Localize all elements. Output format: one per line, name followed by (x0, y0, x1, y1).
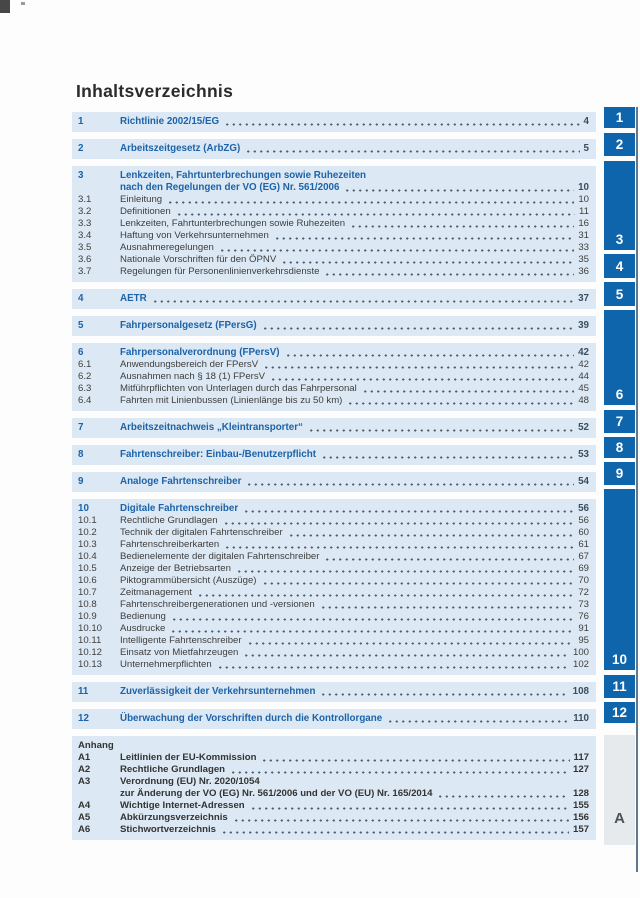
entry-title: Stichwortverzeichnis (120, 824, 216, 835)
dotted-leader (250, 807, 569, 810)
dotted-leader (217, 666, 569, 669)
index-tab-2: 2 (604, 133, 635, 156)
entry-title: Digitale Fahrtenschreiber (120, 503, 239, 514)
toc-section-8 (72, 445, 596, 465)
toc-entry (78, 752, 589, 764)
toc-entry (78, 359, 589, 371)
dotted-leader (344, 189, 574, 192)
entry-title: Unternehmerpflichten (120, 659, 212, 670)
entry-page-number: 4 (583, 116, 589, 127)
entry-title: Fahrtenschreiberkarten (120, 539, 220, 550)
entry-title: Anzeige der Betriebsarten (120, 563, 231, 574)
entry-page-number: 95 (578, 635, 589, 646)
dotted-leader (320, 606, 575, 609)
toc-entry (78, 383, 589, 395)
entry-number: 10.13 (78, 659, 103, 670)
toc-section-10 (72, 499, 596, 675)
dotted-leader (285, 354, 575, 357)
toc-content (72, 80, 596, 847)
entry-number: 10.4 (78, 551, 97, 562)
toc-section-anhang (72, 736, 596, 840)
toc-entry (78, 395, 589, 407)
entry-page-number: 39 (578, 320, 589, 331)
entry-page-number: 156 (572, 812, 589, 823)
entry-title: Mitführpflichten von Unterlagen durch das Fahrpersonal (120, 383, 357, 394)
dotted-leader (437, 795, 569, 798)
entry-title: Leitlinien der EU-Kommission (120, 752, 257, 763)
entry-title: Ausdrucke (120, 623, 166, 634)
entry-title: Abkürzungsverzeichnis (120, 812, 228, 823)
entry-page-number: 54 (578, 476, 589, 487)
entry-page-number: 45 (578, 383, 589, 394)
entry-title: Haftung von Verkehrsunternehmen (120, 230, 269, 241)
entry-page-number: 36 (578, 266, 589, 277)
dotted-leader (324, 273, 574, 276)
dotted-leader (224, 123, 579, 126)
toc-entry (78, 575, 589, 587)
dotted-leader (170, 630, 574, 633)
entry-number: 3.3 (78, 218, 92, 229)
entry-title: Rechtliche Grundlagen (120, 764, 226, 775)
toc-section-5 (72, 316, 596, 336)
entry-page-number: 33 (578, 242, 589, 253)
dotted-leader (362, 390, 575, 393)
entry-page-number: 11 (579, 206, 589, 217)
entry-title: Ausnahmeregelungen (120, 242, 214, 253)
entry-page-number: 10 (578, 194, 589, 205)
entry-title: Rechtliche Grundlagen (120, 515, 218, 526)
index-tab-7: 7 (604, 410, 635, 433)
toc-section-7 (72, 418, 596, 438)
toc-entry (78, 527, 589, 539)
toc-entry (78, 218, 589, 230)
entry-page-number: 102 (572, 659, 589, 670)
entry-number: 10 (78, 503, 89, 514)
toc-entry (78, 254, 589, 266)
entry-number: 10.8 (78, 599, 97, 610)
entry-number: 10.12 (78, 647, 103, 658)
entry-title: Analoge Fahrtenschreiber (120, 476, 242, 487)
entry-number: 1 (78, 116, 84, 127)
index-tab-10: 10 (604, 489, 635, 670)
dotted-leader (321, 456, 574, 459)
toc-section-4 (72, 289, 596, 309)
dotted-leader (243, 510, 574, 513)
entry-page-number: 52 (578, 422, 589, 433)
index-tab-8: 8 (604, 437, 635, 458)
dotted-leader (387, 720, 569, 723)
entry-title-line2: zur Änderung der VO (EG) Nr. 561/2006 und der VO (EU) Nr. 165/2014 (120, 788, 433, 799)
entry-number: 10.1 (78, 515, 97, 526)
entry-title: Einleitung (120, 194, 163, 205)
index-tab-6: 6 (604, 310, 635, 405)
entry-number: 3.4 (78, 230, 92, 241)
toc-entry (78, 293, 589, 305)
entry-number: A3 (78, 776, 91, 787)
toc-section-11 (72, 682, 596, 702)
entry-page-number: 110 (573, 713, 589, 724)
dotted-leader (243, 654, 569, 657)
dotted-leader (347, 402, 574, 405)
entry-page-number: 31 (578, 230, 589, 241)
toc-entry (78, 611, 589, 623)
entry-page-number: 10 (578, 182, 589, 193)
index-tab-5: 5 (604, 282, 635, 306)
entry-title-line2: nach den Regelungen der VO (EG) Nr. 561/2006 (120, 182, 340, 193)
entry-page-number: 72 (578, 587, 589, 598)
dotted-leader (274, 237, 575, 240)
entry-number: 3.1 (78, 194, 92, 205)
entry-number: 10.5 (78, 563, 97, 574)
entry-title: Fahrpersonalgesetz (FPersG) (120, 320, 257, 331)
dotted-leader (167, 201, 574, 204)
toc-section-12 (72, 709, 596, 729)
entry-number: 10.9 (78, 611, 97, 622)
toc-entry (78, 347, 589, 359)
entry-number: A1 (78, 752, 91, 763)
toc-entry (78, 824, 589, 836)
dotted-leader (288, 534, 575, 537)
entry-page-number: 16 (578, 218, 589, 229)
entry-title: Wichtige Internet-Adressen (120, 800, 245, 811)
entry-page-number: 56 (578, 503, 589, 514)
entry-page-number: 42 (578, 359, 589, 370)
entry-title: Intelligente Fahrtenschreiber (120, 635, 242, 646)
entry-page-number: 108 (572, 686, 589, 697)
entry-number: 8 (78, 449, 84, 460)
toc-entry-continuation (78, 788, 589, 800)
entry-title: Definitionen (120, 206, 171, 217)
entry-number: 6.1 (78, 359, 92, 370)
entry-number: 6.2 (78, 371, 92, 382)
dotted-leader (233, 819, 569, 822)
toc-entry (78, 599, 589, 611)
toc-entry (78, 515, 589, 527)
entry-page-number: 56 (578, 515, 589, 526)
entry-page-number: 60 (578, 527, 589, 538)
entry-title: Technik der digitalen Fahrtenschreiber (120, 527, 283, 538)
entry-number: 9 (78, 476, 84, 487)
annex-label-row (78, 740, 589, 752)
index-tab-9: 9 (604, 462, 635, 485)
entry-page-number: 91 (578, 623, 589, 634)
entry-title: Lenkzeiten, Fahrtunterbrechungen sowie Ruhezeiten (120, 170, 367, 181)
entry-number: A4 (78, 800, 91, 811)
dotted-leader (270, 378, 574, 381)
scan-corner-artifact (0, 0, 10, 13)
toc-entry (78, 116, 589, 128)
toc-entry (78, 587, 589, 599)
scan-speck-artifact (21, 2, 25, 5)
entry-page-number: 53 (578, 449, 589, 460)
toc-entry (78, 539, 589, 551)
toc-entry (78, 266, 589, 278)
dotted-leader (224, 546, 574, 549)
dotted-leader (152, 300, 574, 303)
toc-entry (78, 551, 589, 563)
entry-number: 6.3 (78, 383, 92, 394)
entry-number: 10.10 (78, 623, 103, 634)
entry-title: Zuverlässigkeit der Verkehrsunternehmen (120, 686, 316, 697)
entry-page-number: 35 (578, 254, 589, 265)
index-tab-12: 12 (604, 702, 635, 723)
entry-number: 10.11 (78, 635, 102, 646)
entry-title: Einsatz von Mietfahrzeugen (120, 647, 239, 658)
dotted-leader (223, 522, 575, 525)
entry-page-number: 76 (578, 611, 589, 622)
dotted-leader (324, 558, 574, 561)
toc-entry (78, 422, 589, 434)
toc-entry (78, 194, 589, 206)
dotted-leader (230, 771, 569, 774)
dotted-leader (263, 366, 574, 369)
entry-page-number: 155 (572, 800, 589, 811)
entry-title: Nationale Vorschriften für den ÖPNV (120, 254, 277, 265)
entry-number: 10.3 (78, 539, 97, 550)
entry-page-number: 69 (578, 563, 589, 574)
dotted-leader (262, 582, 575, 585)
toc-section-3 (72, 166, 596, 282)
entry-number: 5 (78, 320, 84, 331)
entry-title: Fahrten mit Linienbussen (Linienlänge bis zu 50 km) (120, 395, 343, 406)
entry-title: Zeitmanagement (120, 587, 192, 598)
dotted-leader (262, 327, 574, 330)
entry-page-number: 100 (572, 647, 589, 658)
entry-page-number: 157 (572, 824, 589, 835)
entry-page-number: 5 (583, 143, 589, 154)
entry-page-number: 44 (578, 371, 589, 382)
toc-entry (78, 647, 589, 659)
index-tab-4: 4 (604, 254, 635, 278)
toc-section-6 (72, 343, 596, 411)
index-tab-1: 1 (604, 107, 635, 128)
toc-entry (78, 800, 589, 812)
dotted-leader (261, 759, 569, 762)
dotted-leader (281, 261, 574, 264)
entry-title: Fahrtenschreibergenerationen und -versionen (120, 599, 315, 610)
dotted-leader (246, 483, 574, 486)
entry-page-number: 117 (573, 752, 589, 763)
entry-number: 3.6 (78, 254, 92, 265)
toc-entry (78, 635, 589, 647)
toc-list (72, 112, 596, 840)
entry-title: Lenkzeiten, Fahrtunterbrechungen sowie Ruhezeiten (120, 218, 346, 229)
entry-page-number: 70 (578, 575, 589, 586)
toc-entry (78, 143, 589, 155)
dotted-leader (219, 249, 574, 252)
entry-page-number: 128 (572, 788, 589, 799)
entry-number: 3.2 (78, 206, 92, 217)
toc-section-1 (72, 112, 596, 132)
entry-page-number: 127 (572, 764, 589, 775)
dotted-leader (308, 429, 574, 432)
toc-entry (78, 230, 589, 242)
toc-entry (78, 776, 589, 788)
toc-entry (78, 242, 589, 254)
toc-entry (78, 371, 589, 383)
toc-entry (78, 449, 589, 461)
toc-section-2 (72, 139, 596, 159)
page-title: Inhaltsverzeichnis (76, 81, 234, 101)
entry-number: 6.4 (78, 395, 92, 406)
entry-number: 10.6 (78, 575, 97, 586)
entry-number: 7 (78, 422, 84, 433)
toc-entry (78, 563, 589, 575)
toc-entry (78, 812, 589, 824)
entry-title: Überwachung der Vorschriften durch die Kontrollorgane (120, 713, 383, 724)
entry-title: Anwendungsbereich der FPersV (120, 359, 259, 370)
entry-title: Fahrpersonalverordnung (FPersV) (120, 347, 280, 358)
entry-page-number: 73 (578, 599, 589, 610)
entry-number: 12 (78, 713, 89, 724)
toc-entry (78, 686, 589, 698)
toc-entry (78, 476, 589, 488)
toc-entry (78, 206, 589, 218)
entry-number: 10.7 (78, 587, 97, 598)
entry-title: Arbeitszeitgesetz (ArbZG) (120, 143, 241, 154)
dotted-leader (247, 642, 575, 645)
dotted-leader (176, 213, 575, 216)
index-tab-3: 3 (604, 161, 635, 250)
entry-page-number: 48 (578, 395, 589, 406)
entry-page-number: 67 (578, 551, 589, 562)
entry-number: 2 (78, 143, 84, 154)
index-tab-11: 11 (604, 675, 635, 698)
entry-title: Verordnung (EU) Nr. 2020/1054 (120, 776, 260, 787)
entry-title: Ausnahmen nach § 18 (1) FPersV (120, 371, 266, 382)
toc-entry (78, 503, 589, 515)
page-edge-shadow (636, 107, 638, 872)
entry-number: A2 (78, 764, 91, 775)
index-tab-anhang: A (604, 735, 635, 845)
entry-title: AETR (120, 293, 147, 304)
annex-label: Anhang (78, 740, 114, 751)
toc-section-9 (72, 472, 596, 492)
toc-entry (78, 764, 589, 776)
entry-number: 4 (78, 293, 84, 304)
entry-number: 3 (78, 170, 84, 181)
entry-page-number: 61 (578, 539, 589, 550)
toc-entry (78, 623, 589, 635)
entry-page-number: 37 (578, 293, 589, 304)
dotted-leader (236, 570, 574, 573)
entry-title: Piktogrammübersicht (Auszüge) (120, 575, 257, 586)
dotted-leader (320, 693, 568, 696)
entry-title: Bedienelemente der digitalen Fahrtenschreiber (120, 551, 320, 562)
dotted-leader (197, 594, 574, 597)
entry-number: 3.5 (78, 242, 92, 253)
dotted-leader (221, 831, 569, 834)
toc-entry (78, 320, 589, 332)
dotted-leader (245, 150, 579, 153)
entry-title: Regelungen für Personenlinienverkehrsdienste (120, 266, 320, 277)
entry-title: Arbeitszeitnachweis „Kleintransporter“ (120, 422, 303, 433)
dotted-leader (171, 618, 574, 621)
entry-number: 10.2 (78, 527, 97, 538)
entry-title: Richtlinie 2002/15/EG (120, 116, 220, 127)
dotted-leader (350, 225, 574, 228)
entry-number: 11 (78, 686, 89, 697)
toc-entry-continuation (78, 182, 589, 194)
toc-entry (78, 170, 589, 182)
entry-number: 6 (78, 347, 84, 358)
entry-title: Fahrtenschreiber: Einbau-/Benutzerpflicht (120, 449, 316, 460)
entry-number: A5 (78, 812, 91, 823)
entry-number: 3.7 (78, 266, 92, 277)
entry-page-number: 42 (578, 347, 589, 358)
toc-entry (78, 659, 589, 671)
entry-title: Bedienung (120, 611, 166, 622)
entry-number: A6 (78, 824, 91, 835)
toc-entry (78, 713, 589, 725)
